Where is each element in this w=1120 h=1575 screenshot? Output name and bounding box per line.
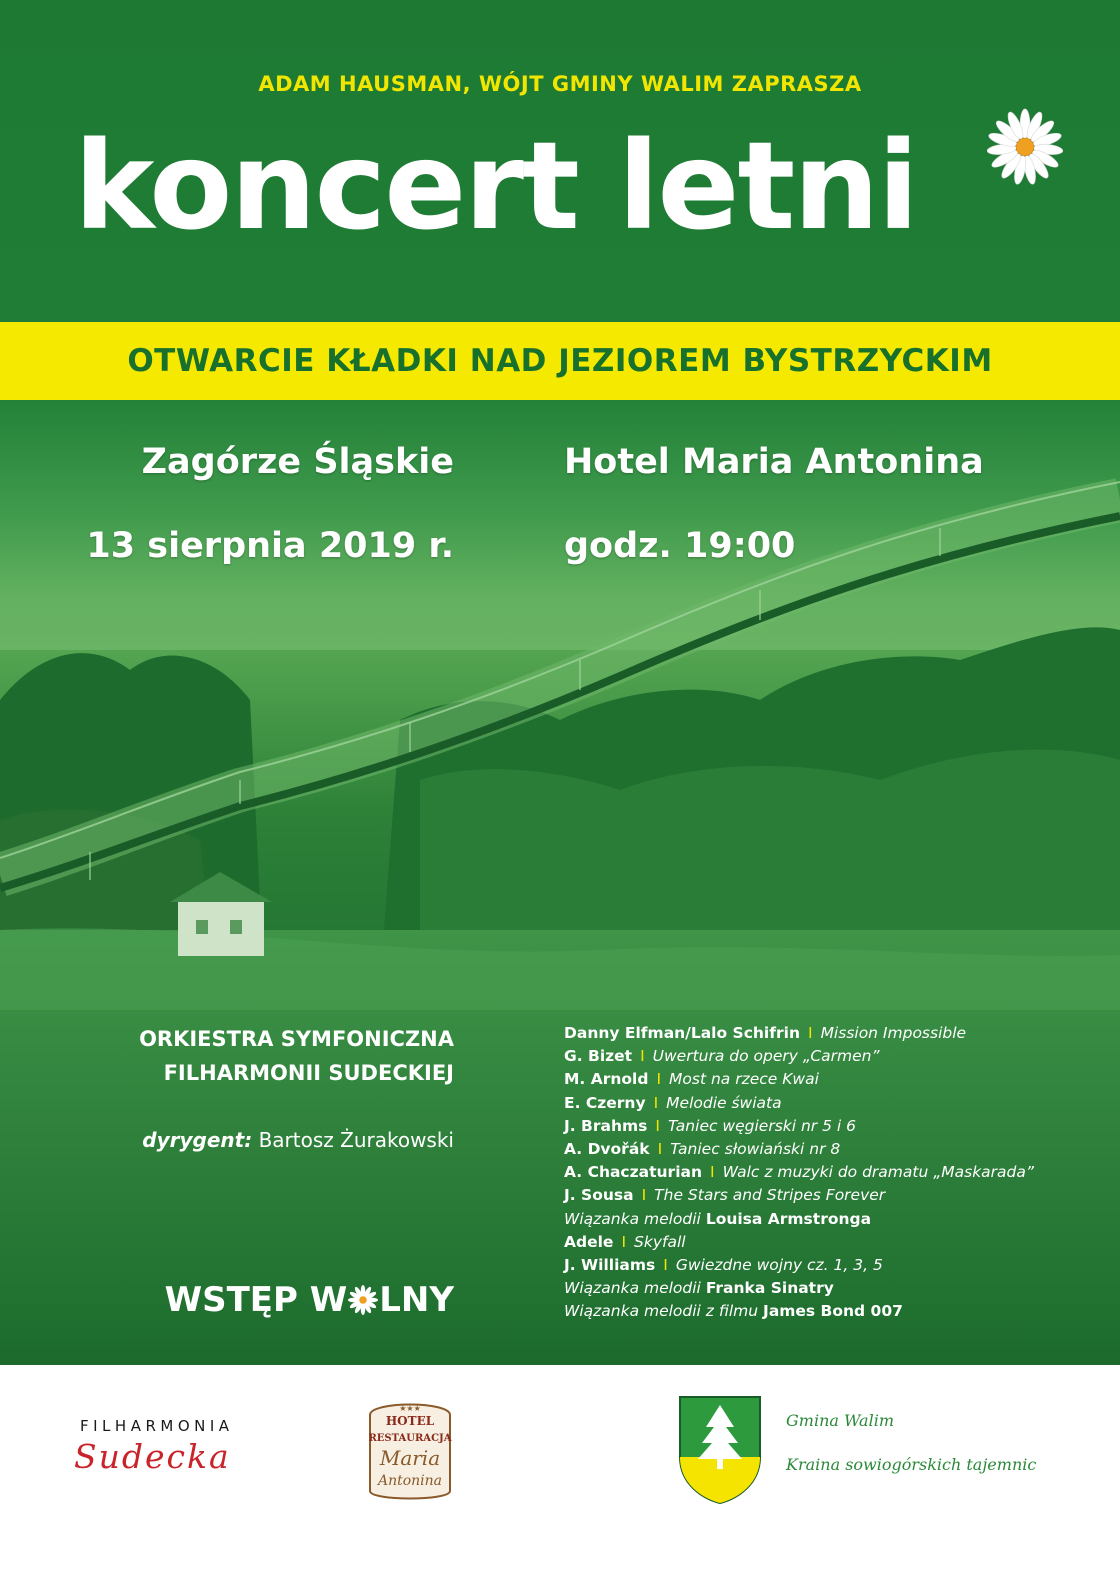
program-item: Adele I Skyfall	[564, 1232, 686, 1251]
orchestra-line-2: FILHARMONII SUDECKIEJ	[163, 1061, 454, 1085]
gmina-name: Gmina Walim	[786, 1411, 894, 1430]
event-venue: Hotel Maria Antonina	[564, 442, 984, 482]
program-item: A. Chaczaturian I Walc z muzyki do dramatu „Maskarada”	[564, 1163, 1034, 1182]
hotel-maria-antonina-logo	[362, 1395, 458, 1505]
svg-text:★★★: ★★★	[399, 1404, 421, 1413]
hotel-logo-line-1: HOTEL	[385, 1414, 435, 1428]
hotel-logo-line-2: RESTAURACJA	[368, 1433, 452, 1444]
hotel-logo-line-3: Maria	[379, 1446, 441, 1470]
program-list	[564, 1022, 1034, 1323]
program-item: J. Sousa I The Stars and Stripes Forever	[564, 1186, 886, 1205]
concert-title: koncert letni	[74, 116, 917, 257]
program-item: E. Czerny I Melodie świata	[564, 1093, 782, 1112]
program-item: Wiązanka melodii Franka Sinatry	[564, 1279, 834, 1298]
filharmonia-logo-bottom: Sudecka	[74, 1437, 231, 1476]
free-entry	[165, 1280, 454, 1320]
conductor-label: dyrygent:	[142, 1128, 253, 1152]
gmina-slogan: Kraina sowiogórskich tajemnic	[786, 1455, 1037, 1474]
subtitle-band	[0, 322, 1120, 400]
event-place: Zagórze Śląskie	[141, 442, 454, 482]
program-item: J. Brahms I Taniec węgierski nr 5 i 6	[564, 1116, 856, 1135]
free-entry-part-1: WSTĘP W	[164, 1280, 348, 1320]
event-subtitle: OTWARCIE KŁADKI NAD JEZIOREM BYSTRZYCKIM	[127, 343, 993, 379]
conductor-name: Bartosz Żurakowski	[258, 1128, 454, 1152]
event-date: 13 sierpnia 2019 r.	[86, 526, 454, 566]
free-entry-part-2: LNY	[379, 1280, 454, 1320]
sponsor-footer	[0, 1365, 1120, 1575]
program-item: J. Williams I Gwiezdne wojny cz. 1, 3, 5	[564, 1255, 883, 1274]
program-item: G. Bizet I Uwertura do opery „Carmen”	[564, 1047, 880, 1066]
event-time: godz. 19:00	[564, 526, 796, 566]
hotel-logo-line-4: Antonina	[377, 1473, 443, 1489]
daisy-icon	[986, 108, 1064, 186]
program-item: Wiązanka melodii z filmu James Bond 007	[564, 1302, 903, 1321]
orchestra-line-1: ORKIESTRA SYMFONICZNA	[139, 1027, 454, 1051]
program-item: M. Arnold I Most na rzece Kwai	[564, 1070, 819, 1089]
orchestra-name	[139, 1022, 454, 1090]
filharmonia-logo-top: FILHARMONIA	[80, 1417, 234, 1435]
gmina-walim-crest-icon	[676, 1393, 764, 1505]
program-item: Danny Elfman/Lalo Schifrin I Mission Impossible	[564, 1024, 967, 1042]
invitation-line: ADAM HAUSMAN, WÓJT GMINY WALIM ZAPRASZA	[258, 72, 862, 96]
daisy-o-icon	[348, 1285, 378, 1315]
conductor	[142, 1128, 454, 1152]
program-item: Wiązanka melodii Louisa Armstronga	[564, 1209, 872, 1228]
program-item: A. Dvořák I Taniec słowiański nr 8	[564, 1139, 841, 1158]
